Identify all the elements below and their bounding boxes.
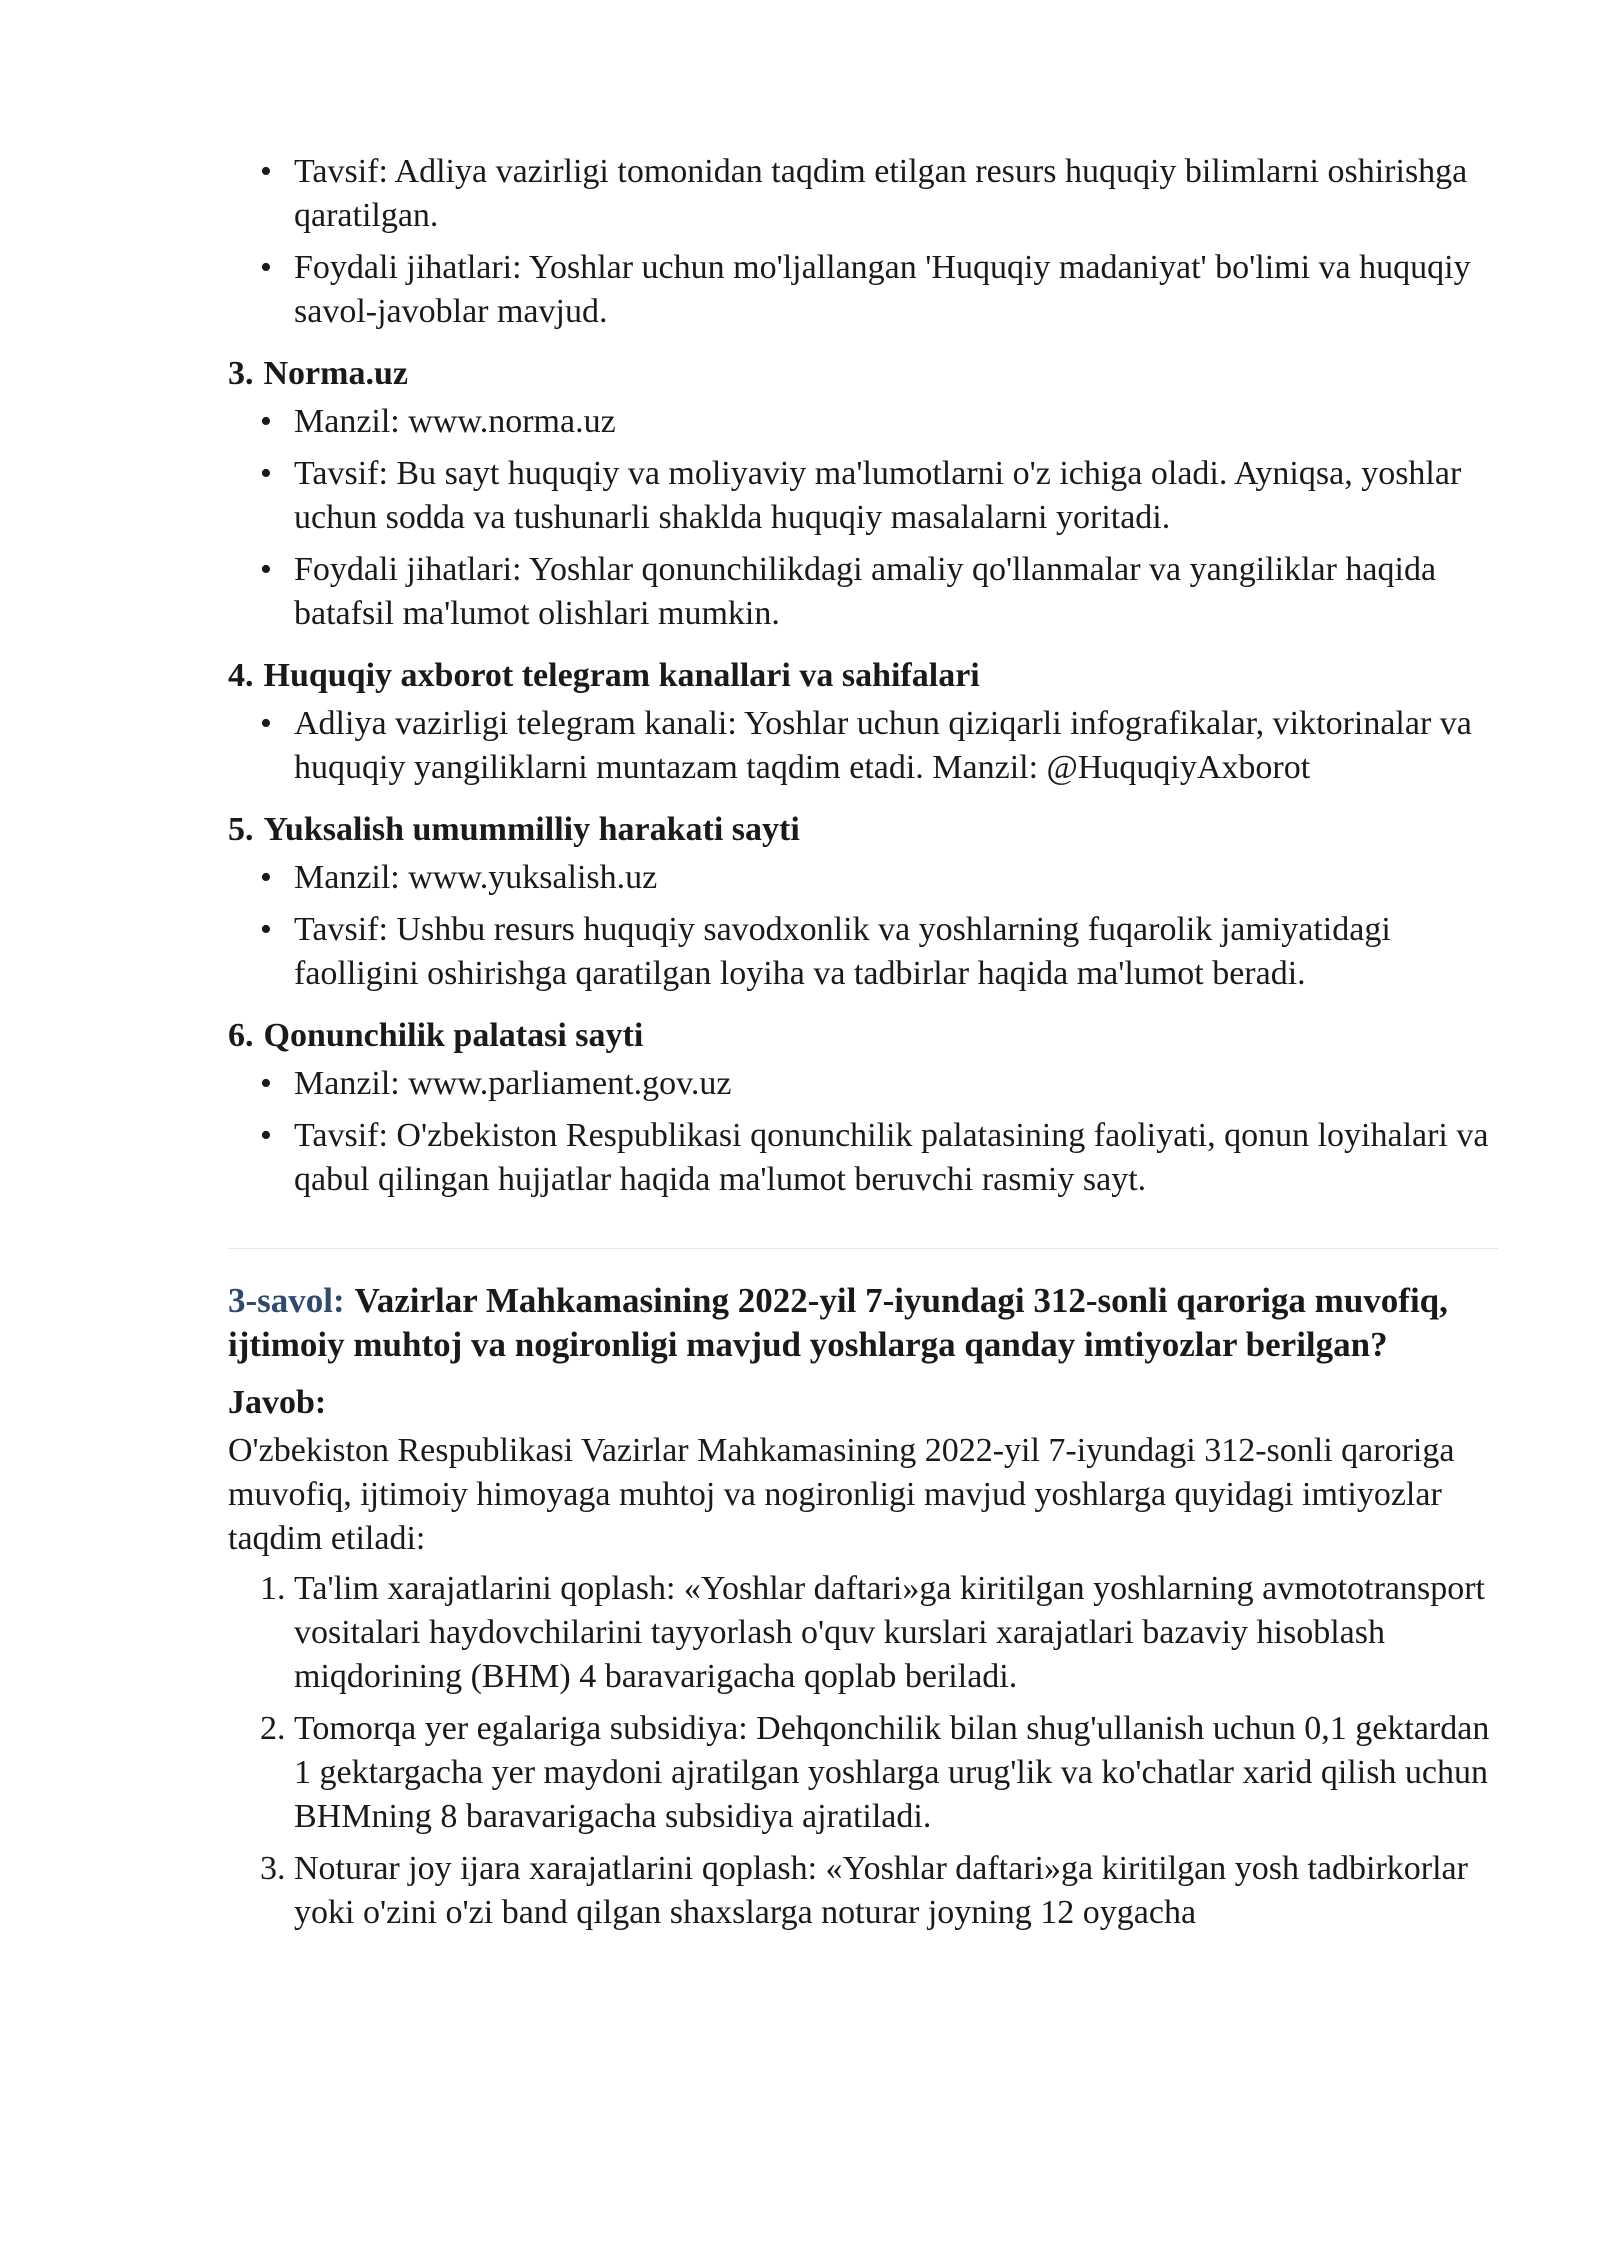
list-number: 1. (260, 1570, 286, 1607)
list-item: • Manzil: www.norma.uz (228, 400, 1500, 444)
section-heading (228, 352, 1500, 396)
list-item-text: Tomorqa yer egalariga subsidiya: Dehqonchilik bilan shug'ullanish uchun 0,1 gektardan 1 gektargacha yer maydoni ajratilgan yoshlarga urug'lik va ko'chatlar xarid qilish uchun BHMning 8 baravarigacha subsidiya ajratiladi. (294, 1710, 1490, 1835)
top-bullet-list (228, 150, 1500, 334)
section-divider (228, 1248, 1498, 1249)
section-number: 4. (228, 657, 254, 694)
list-item: • Foydali jihatlari: Yoshlar uchun mo'ljallangan 'Huquqiy madaniyat' bo'limi va huquqiy savol-javoblar mavjud. (228, 246, 1500, 334)
list-item: • Tavsif: Ushbu resurs huquqiy savodxonlik va yoshlarning fuqarolik jamiyatidagi faolligini oshirishga qaratilgan loyiha va tadbirlar haqida ma'lumot beradi. (228, 908, 1500, 996)
list-item: • Manzil: www.yuksalish.uz (228, 856, 1500, 900)
section-bullet-list (228, 400, 1500, 636)
section-number: 5. (228, 811, 254, 848)
section-title: Huquqiy axborot telegram kanallari va sahifalari (263, 657, 980, 694)
section-parliament (228, 1014, 1500, 1202)
list-item: • Tavsif: Bu sayt huquqiy va moliyaviy ma'lumotlarni o'z ichiga oladi. Ayniqsa, yoshlar uchun sodda va tushunarli shaklda huquqiy masalalarni yoritadi. (228, 452, 1500, 540)
section-norma (228, 352, 1500, 636)
list-item (228, 1847, 1500, 1935)
question-label: 3-savol: (228, 1281, 345, 1320)
section-title: Qonunchilik palatasi sayti (263, 1017, 644, 1054)
list-item (228, 1567, 1500, 1699)
section-yuksalish (228, 808, 1500, 996)
section-bullet-list (228, 702, 1500, 790)
list-item: • Foydali jihatlari: Yoshlar qonunchilikdagi amaliy qo'llanmalar va yangiliklar haqida batafsil ma'lumot olishlari mumkin. (228, 548, 1500, 636)
list-number: 3. (260, 1850, 286, 1887)
section-telegram (228, 654, 1500, 790)
list-item: • Tavsif: Adliya vazirligi tomonidan taqdim etilgan resurs huquqiy bilimlarni oshirishga qaratilgan. (228, 150, 1500, 238)
list-item (228, 1707, 1500, 1839)
section-heading (228, 1014, 1500, 1058)
list-item-text: Ta'lim xarajatlarini qoplash: «Yoshlar daftari»ga kiritilgan yoshlarning avmototransport vositalari haydovchilarini tayyorlash o'quv kurslari xarajatlari bazaviy hisoblash miqdorining (BHM) 4 baravarigacha qoplab beriladi. (294, 1570, 1485, 1695)
section-number: 3. (228, 355, 254, 392)
section-title: Norma.uz (263, 355, 408, 392)
answer-intro: O'zbekiston Respublikasi Vazirlar Mahkamasining 2022-yil 7-iyundagi 312-sonli qaroriga muvofiq, ijtimoiy himoyaga muhtoj va nogironligi mavjud yoshlarga quyidagi imtiyozlar taqdim etiladi: (228, 1432, 1455, 1557)
answer-numbered-list (228, 1567, 1500, 1935)
list-item: • Tavsif: O'zbekiston Respublikasi qonunchilik palatasining faoliyati, qonun loyihalari va qabul qilingan hujjatlar haqida ma'lumot beruvchi rasmiy sayt. (228, 1114, 1500, 1202)
list-item-text: Noturar joy ijara xarajatlarini qoplash: «Yoshlar daftari»ga kiritilgan yosh tadbirkorlar yoki o'zini o'zi band qilgan shaxslarga noturar joyning 12 oygacha (294, 1850, 1468, 1931)
list-item: • Adliya vazirligi telegram kanali: Yoshlar uchun qiziqarli infografikalar, viktorinalar va huquqiy yangiliklarni muntazam taqdim etadi. Manzil: @HuquqiyAxborot (228, 702, 1500, 790)
section-heading (228, 808, 1500, 852)
section-heading (228, 654, 1500, 698)
section-title: Yuksalish umummilliy harakati sayti (263, 811, 800, 848)
answer-label: Javob: (228, 1384, 327, 1421)
section-number: 6. (228, 1017, 254, 1054)
section-bullet-list (228, 1062, 1500, 1202)
list-item: • Manzil: www.parliament.gov.uz (228, 1062, 1500, 1106)
list-number: 2. (260, 1710, 286, 1747)
section-bullet-list (228, 856, 1500, 996)
question-text: Vazirlar Mahkamasining 2022-yil 7-iyundagi 312-sonli qaroriga muvofiq, ijtimoiy muhtoj va nogironligi mavjud yoshlarga qanday imtiyozlar berilgan? (228, 1281, 1448, 1364)
question-heading (228, 1279, 1500, 1367)
